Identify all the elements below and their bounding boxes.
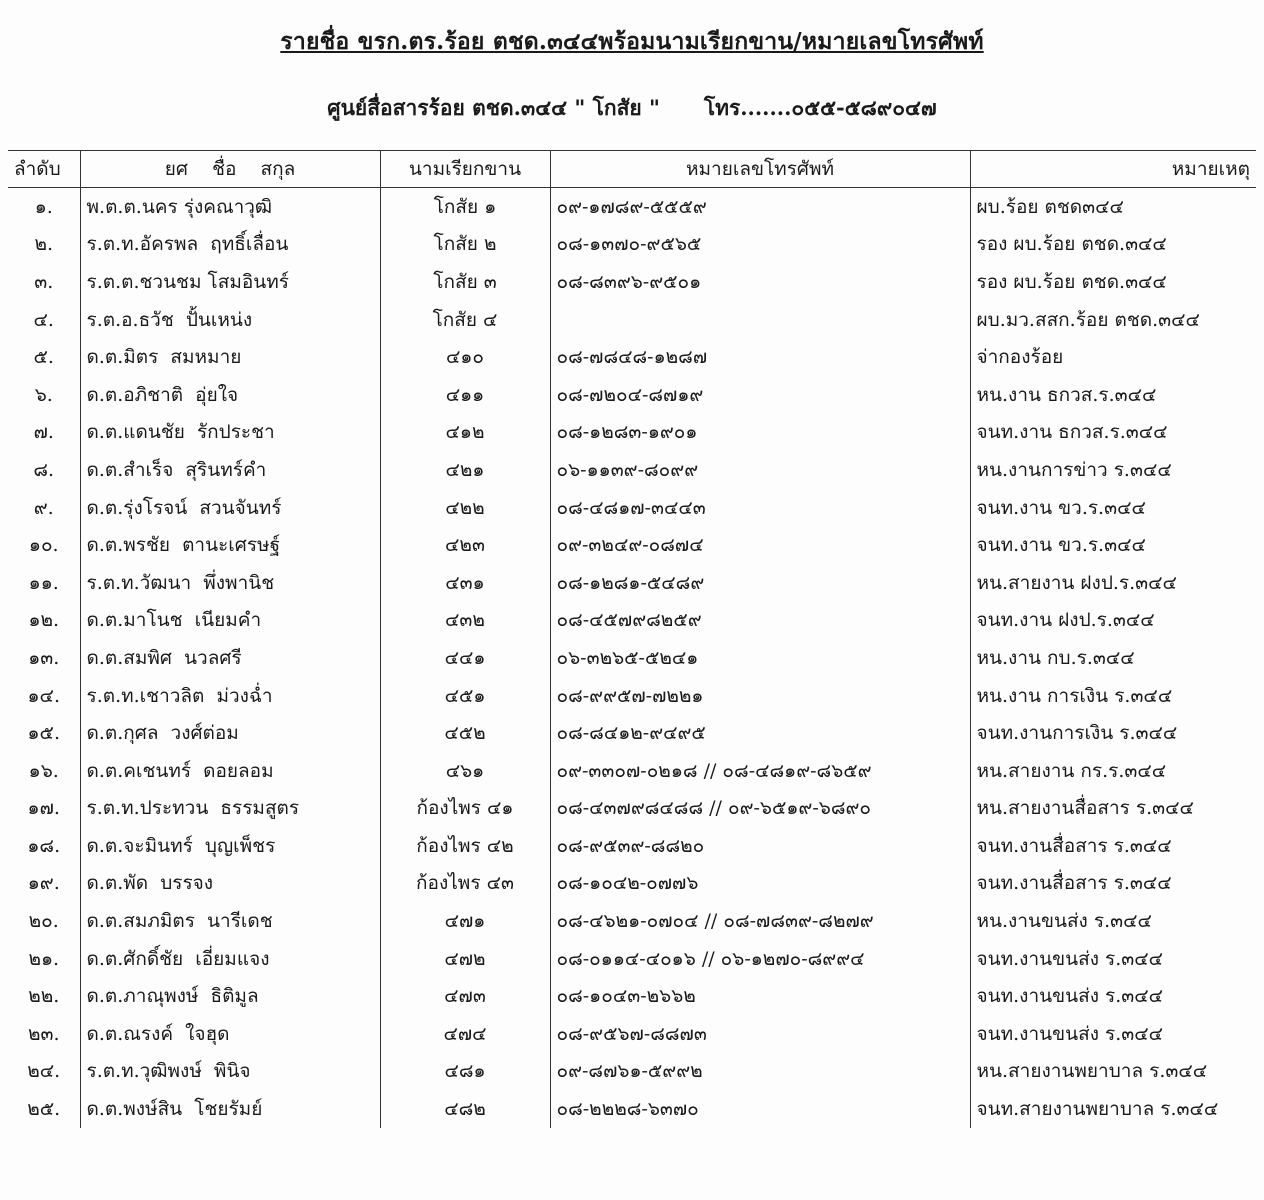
table-row — [8, 188, 1256, 226]
row-name: ด.ต.ณรงค์ ใจฮุด — [80, 1015, 380, 1053]
row-note: หน.งาน การเงิน ร.๓๔๔ — [970, 677, 1256, 715]
row-callsign: ๔๗๓ — [380, 977, 550, 1015]
row-callsign: ก้องไพร ๔๓ — [380, 865, 550, 903]
row-note: จนท.งานขนส่ง ร.๓๔๔ — [970, 1015, 1256, 1053]
row-name: ร.ต.ท.วัฒนา พึ่งพานิช — [80, 564, 380, 602]
row-phone: ๐๘-๘๔๑๒-๙๔๙๕ — [550, 714, 970, 752]
table-row — [8, 414, 1256, 452]
row-phone: ๐๘-๑๒๘๓-๑๙๐๑ — [550, 414, 970, 452]
header-note: หมายเหตุ — [970, 151, 1256, 188]
row-note: หน.งาน ธกวส.ร.๓๔๔ — [970, 376, 1256, 414]
row-number: ๖. — [34, 383, 53, 406]
row-number: ๑๓. — [28, 646, 60, 669]
row-number: ๒๕. — [27, 1098, 61, 1121]
row-name: ด.ต.สมภมิตร นารีเดช — [80, 902, 380, 940]
row-name: ร.ต.ท.วุฒิพงษ์ พินิจ — [80, 1053, 380, 1091]
row-number: ๒๐. — [28, 910, 59, 933]
row-phone: ๐๘-๗๒๐๔-๘๗๑๙ — [550, 376, 970, 414]
row-name: ร.ต.ท.ประทวน ธรรมสูตร — [80, 790, 380, 828]
table-row — [8, 1053, 1256, 1091]
row-callsign: ๔๓๒ — [380, 602, 550, 640]
row-name: ร.ต.ท.เชาวลิต ม่วงฉ่ำ — [80, 677, 380, 715]
row-number: ๑๘. — [27, 834, 61, 857]
row-note: จ่ากองร้อย — [970, 338, 1256, 376]
row-phone: ๐๘-๙๙๕๗-๗๒๒๑ — [550, 677, 970, 715]
table-row — [8, 301, 1256, 339]
row-phone: ๐๙-๑๗๘๙-๕๕๕๙ — [550, 188, 970, 226]
roster-body — [8, 188, 1256, 1128]
row-callsign: ๔๒๓ — [380, 526, 550, 564]
row-callsign: ๔๗๒ — [380, 940, 550, 978]
row-phone: ๐๙-๓๓๐๗-๐๒๑๘ // ๐๘-๔๘๑๙-๘๖๕๙ — [550, 752, 970, 790]
row-name: ร.ต.อ.ธวัช ปั้นเหน่ง — [80, 301, 380, 339]
table-row — [8, 526, 1256, 564]
row-name: ด.ต.สำเร็จ สุรินทร์คำ — [80, 451, 380, 489]
row-name: ด.ต.ศักดิ์ชัย เอี่ยมแจง — [80, 940, 380, 978]
row-note: จนท.งาน ฝงป.ร.๓๔๔ — [970, 602, 1256, 640]
row-name: ร.ต.ท.อัครพล ฤทธิ์เลื่อน — [80, 226, 380, 264]
row-number: ๑๔. — [27, 684, 60, 707]
row-number: ๑๗. — [27, 797, 60, 820]
table-row — [8, 451, 1256, 489]
row-callsign: ๔๒๒ — [380, 489, 550, 527]
row-note: จนท.งาน ธกวส.ร.๓๔๔ — [970, 414, 1256, 452]
row-phone: ๐๘-๙๕๖๗-๘๘๗๓ — [550, 1015, 970, 1053]
row-callsign: ๔๒๑ — [380, 451, 550, 489]
row-callsign: ก้องไพร ๔๑ — [380, 790, 550, 828]
row-note: หน.สายงานพยาบาล ร.๓๔๔ — [970, 1053, 1256, 1091]
row-number: ๗. — [33, 421, 54, 444]
row-phone: ๐๘-๑๐๔๒-๐๗๗๖ — [550, 865, 970, 903]
row-phone: ๐๘-๔๓๗๙๘๔๘๘ // ๐๙-๖๕๑๙-๖๘๙๐ — [550, 790, 970, 828]
row-callsign: ๔๕๑ — [380, 677, 550, 715]
row-number: ๒. — [34, 233, 54, 256]
table-row — [8, 977, 1256, 1015]
table-row — [8, 865, 1256, 903]
row-number: ๑. — [34, 195, 53, 218]
row-callsign: โกสัย ๑ — [380, 188, 550, 226]
row-note: หน.งาน กบ.ร.๓๔๔ — [970, 639, 1256, 677]
row-phone: ๐๖-๑๑๓๙-๘๐๙๙ — [550, 451, 970, 489]
table-row — [8, 1090, 1256, 1128]
row-name: ด.ต.จะมินทร์ บุญเพ็ชร — [80, 827, 380, 865]
table-row — [8, 677, 1256, 715]
row-phone: ๐๘-๔๕๗๙๘๒๕๙ — [550, 602, 970, 640]
row-name: ด.ต.มาโนช เนียมคำ — [80, 602, 380, 640]
table-row — [8, 714, 1256, 752]
row-number: ๑๖. — [28, 759, 59, 782]
row-callsign: ๔๑๐ — [380, 338, 550, 376]
header-no: ลำดับ — [8, 151, 80, 188]
row-phone: ๐๘-๗๘๔๘-๑๒๘๗ — [550, 338, 970, 376]
row-phone — [550, 301, 970, 339]
row-note: หน.สายงานสื่อสาร ร.๓๔๔ — [970, 790, 1256, 828]
document-title: รายชื่อ ขรก.ตร.ร้อย ตชด.๓๔๔พร้อมนามเรียกขาน/หมายเลขโทรศัพท์ — [280, 28, 984, 55]
header-callsign: นามเรียกขาน — [380, 151, 550, 188]
row-callsign: ๔๘๒ — [380, 1090, 550, 1128]
table-row — [8, 376, 1256, 414]
table-row — [8, 263, 1256, 301]
row-phone: ๐๖-๓๒๖๕-๕๒๔๑ — [550, 639, 970, 677]
table-row — [8, 226, 1256, 264]
row-number: ๒๒. — [28, 985, 60, 1008]
table-row — [8, 489, 1256, 527]
row-note: จนท.งาน ขว.ร.๓๔๔ — [970, 526, 1256, 564]
table-row — [8, 940, 1256, 978]
row-callsign: โกสัย ๓ — [380, 263, 550, 301]
table-row — [8, 639, 1256, 677]
row-phone: ๐๘-๑๓๗๐-๙๕๖๕ — [550, 226, 970, 264]
row-note: หน.งานขนส่ง ร.๓๔๔ — [970, 902, 1256, 940]
row-callsign: โกสัย ๒ — [380, 226, 550, 264]
row-callsign: ๔๑๑ — [380, 376, 550, 414]
table-row — [8, 827, 1256, 865]
row-note: รอง ผบ.ร้อย ตชด.๓๔๔ — [970, 226, 1256, 264]
row-number: ๒๓. — [27, 1022, 60, 1045]
table-row — [8, 790, 1256, 828]
row-number: ๑๒. — [28, 609, 60, 632]
row-callsign: ๔๑๒ — [380, 414, 550, 452]
row-number: ๑๕. — [27, 722, 60, 745]
row-callsign: ๔๘๑ — [380, 1053, 550, 1091]
row-callsign: ๔๖๑ — [380, 752, 550, 790]
row-name: ด.ต.มิตร สมหมาย — [80, 338, 380, 376]
row-callsign: โกสัย ๔ — [380, 301, 550, 339]
row-callsign: ๔๗๑ — [380, 902, 550, 940]
row-name: ด.ต.สมพิศ นวลศรี — [80, 639, 380, 677]
row-phone: ๐๙-๘๗๖๑-๕๙๙๒ — [550, 1053, 970, 1091]
table-row — [8, 1015, 1256, 1053]
table-row — [8, 564, 1256, 602]
row-name: ด.ต.รุ่งโรจน์ สวนจันทร์ — [80, 489, 380, 527]
row-number: ๒๔. — [27, 1060, 61, 1083]
row-number: ๙. — [33, 496, 54, 519]
document-subtitle: ศูนย์สื่อสารร้อย ตชด.๓๔๔ " โกสัย " โทร.......๐๕๕-๕๘๙๐๔๗ — [327, 95, 937, 120]
row-note: หน.สายงาน ฝงป.ร.๓๔๔ — [970, 564, 1256, 602]
row-name: ด.ต.พงษ์สิน โชยรัมย์ — [80, 1090, 380, 1128]
row-phone: ๐๘-๑๒๘๑-๕๔๘๙ — [550, 564, 970, 602]
row-phone: ๐๘-๑๐๔๓-๒๖๖๒ — [550, 977, 970, 1015]
row-number: ๔. — [33, 308, 54, 331]
table-header-row — [8, 151, 1256, 188]
row-phone: ๐๘-๐๑๑๔-๔๐๑๖ // ๐๖-๑๒๗๐-๘๙๙๔ — [550, 940, 970, 978]
row-name: ด.ต.อภิชาติ อุ่ยใจ — [80, 376, 380, 414]
row-phone: ๐๘-๘๓๙๖-๙๕๐๑ — [550, 263, 970, 301]
header-phone: หมายเลขโทรศัพท์ — [550, 151, 970, 188]
row-note: จนท.งานการเงิน ร.๓๔๔ — [970, 714, 1256, 752]
row-number: ๑๑. — [28, 571, 59, 594]
row-callsign: ๔๕๒ — [380, 714, 550, 752]
row-name: ด.ต.แดนชัย รักประชา — [80, 414, 380, 452]
row-note: จนท.งาน ขว.ร.๓๔๔ — [970, 489, 1256, 527]
table-row — [8, 338, 1256, 376]
row-number: ๑๐. — [28, 534, 59, 557]
row-number: ๘. — [33, 458, 55, 481]
row-number: ๓. — [34, 270, 54, 293]
table-row — [8, 902, 1256, 940]
row-note: จนท.งานขนส่ง ร.๓๔๔ — [970, 977, 1256, 1015]
row-note: ผบ.มว.สสก.ร้อย ตชด.๓๔๔ — [970, 301, 1256, 339]
row-note: จนท.งานขนส่ง ร.๓๔๔ — [970, 940, 1256, 978]
row-note: จนท.สายงานพยาบาล ร.๓๔๔ — [970, 1090, 1256, 1128]
row-name: ด.ต.ภาณุพงษ์ ธิติมูล — [80, 977, 380, 1015]
row-number: ๑๙. — [27, 872, 60, 895]
row-note: รอง ผบ.ร้อย ตชด.๓๔๔ — [970, 263, 1256, 301]
roster-table — [8, 150, 1256, 1128]
row-phone: ๐๘-๒๒๒๘-๖๓๗๐ — [550, 1090, 970, 1128]
row-note: จนท.งานสื่อสาร ร.๓๔๔ — [970, 865, 1256, 903]
row-callsign: ๔๔๑ — [380, 639, 550, 677]
header-name: ยศ ชื่อ สกุล — [80, 151, 380, 188]
table-row — [8, 752, 1256, 790]
row-phone: ๐๙-๓๒๔๙-๐๘๗๔ — [550, 526, 970, 564]
row-name: ด.ต.พรชัย ตานะเศรษฐ์ — [80, 526, 380, 564]
row-phone: ๐๘-๔๘๑๗-๓๔๔๓ — [550, 489, 970, 527]
row-phone: ๐๘-๙๕๓๙-๘๘๒๐ — [550, 827, 970, 865]
row-note: หน.งานการข่าว ร.๓๔๔ — [970, 451, 1256, 489]
row-name: ด.ต.กุศล วงศ์ต่อม — [80, 714, 380, 752]
row-number: ๕. — [33, 346, 54, 369]
row-callsign: ๔๗๔ — [380, 1015, 550, 1053]
row-note: จนท.งานสื่อสาร ร.๓๔๔ — [970, 827, 1256, 865]
row-callsign: ๔๓๑ — [380, 564, 550, 602]
row-number: ๒๑. — [28, 947, 60, 970]
row-name: พ.ต.ต.นคร รุ่งคณาวุฒิ — [80, 188, 380, 226]
row-name: ร.ต.ต.ชวนชม โสมอินทร์ — [80, 263, 380, 301]
row-name: ด.ต.พัด บรรจง — [80, 865, 380, 903]
row-phone: ๐๘-๔๖๒๑-๐๗๐๔ // ๐๘-๗๘๓๙-๘๒๗๙ — [550, 902, 970, 940]
row-note: หน.สายงาน กร.ร.๓๔๔ — [970, 752, 1256, 790]
row-callsign: ก้องไพร ๔๒ — [380, 827, 550, 865]
row-note: ผบ.ร้อย ตชด๓๔๔ — [970, 188, 1256, 226]
row-name: ด.ต.คเชนทร์ ดอยลอม — [80, 752, 380, 790]
table-row — [8, 602, 1256, 640]
